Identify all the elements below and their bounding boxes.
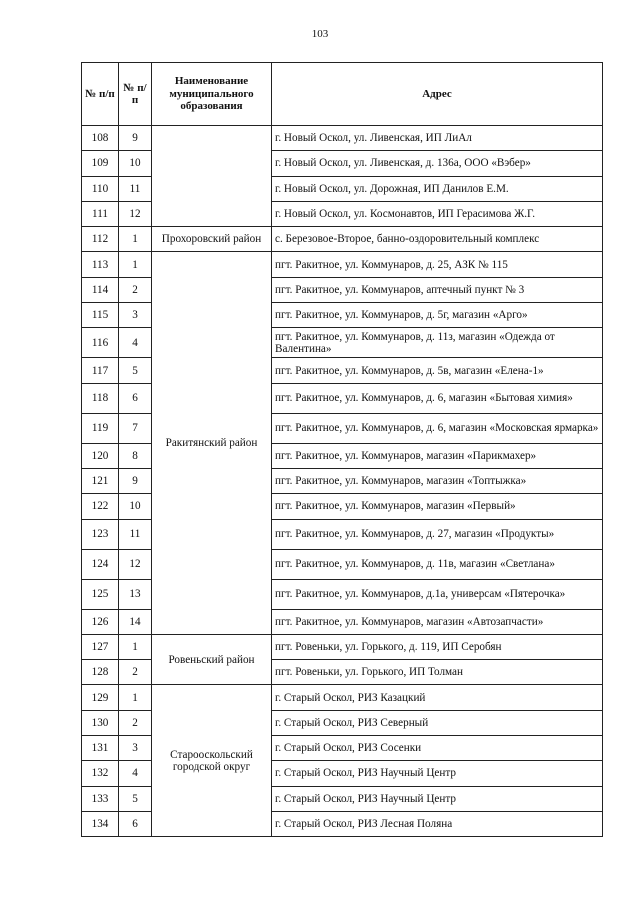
header-sub-number: № п/п [119,63,152,126]
row-sub-number: 12 [119,201,152,226]
row-sub-number: 4 [119,328,152,358]
row-number: 115 [82,303,119,328]
row-number: 128 [82,660,119,685]
table-body [82,126,603,837]
row-sub-number: 1 [119,634,152,659]
row-sub-number: 1 [119,252,152,277]
row-sub-number: 13 [119,579,152,609]
row-number: 119 [82,413,119,443]
row-address: пгт. Ракитное, ул. Коммунаров, д. 25, АЗК № 115 [272,252,603,277]
row-number: 122 [82,494,119,519]
table-row [82,634,603,659]
row-sub-number: 11 [119,519,152,549]
row-address: пгт. Ракитное, ул. Коммунаров, магазин «Первый» [272,494,603,519]
municipality-cell: Прохоровский район [152,227,272,252]
row-sub-number: 9 [119,126,152,151]
row-address: г. Новый Оскол, ул. Космонавтов, ИП Герасимова Ж.Г. [272,201,603,226]
row-sub-number: 11 [119,176,152,201]
row-address: пгт. Ракитное, ул. Коммунаров, д. 5г, магазин «Арго» [272,303,603,328]
row-address: г. Старый Оскол, РИЗ Научный Центр [272,786,603,811]
row-number: 117 [82,358,119,383]
row-sub-number: 9 [119,468,152,493]
row-sub-number: 1 [119,227,152,252]
row-address: пгт. Ровеньки, ул. Горького, д. 119, ИП Серобян [272,634,603,659]
row-number: 130 [82,710,119,735]
municipality-cell [152,126,272,227]
row-address: пгт. Ракитное, ул. Коммунаров, аптечный пункт № 3 [272,277,603,302]
row-sub-number: 1 [119,685,152,710]
municipality-cell: Старооскольский городской округ [152,685,272,837]
row-sub-number: 3 [119,303,152,328]
page-number: 103 [311,28,329,40]
table-row [82,685,603,710]
row-number: 123 [82,519,119,549]
row-number: 114 [82,277,119,302]
row-sub-number: 2 [119,660,152,685]
row-address: пгт. Ракитное, ул. Коммунаров, д. 11в, магазин «Светлана» [272,549,603,579]
register-table [81,62,603,837]
row-number: 113 [82,252,119,277]
row-number: 110 [82,176,119,201]
row-address: пгт. Ракитное, ул. Коммунаров, д. 6, магазин «Московская ярмарка» [272,413,603,443]
row-address: г. Старый Оскол, РИЗ Казацкий [272,685,603,710]
row-address: г. Новый Оскол, ул. Дорожная, ИП Данилов Е.М. [272,176,603,201]
table-row [82,126,603,151]
row-sub-number: 2 [119,710,152,735]
row-number: 120 [82,443,119,468]
row-address: г. Старый Оскол, РИЗ Научный Центр [272,761,603,786]
row-address: г. Старый Оскол, РИЗ Сосенки [272,736,603,761]
row-sub-number: 8 [119,443,152,468]
municipality-cell: Ракитянский район [152,252,272,634]
row-address: с. Березовое-Второе, банно-оздоровительный комплекс [272,227,603,252]
row-address: г. Старый Оскол, РИЗ Лесная Поляна [272,811,603,836]
row-number: 116 [82,328,119,358]
row-number: 125 [82,579,119,609]
table-row [82,227,603,252]
header-row [82,63,603,126]
header-municipality: Наименование муниципального образования [152,63,272,126]
row-number: 134 [82,811,119,836]
row-number: 129 [82,685,119,710]
row-number: 131 [82,736,119,761]
row-number: 126 [82,609,119,634]
row-sub-number: 5 [119,358,152,383]
row-sub-number: 7 [119,413,152,443]
table-row [82,252,603,277]
row-number: 109 [82,151,119,176]
row-address: пгт. Ракитное, ул. Коммунаров, д. 27, магазин «Продукты» [272,519,603,549]
row-address: пгт. Ракитное, ул. Коммунаров, д. 6, магазин «Бытовая химия» [272,383,603,413]
row-sub-number: 14 [119,609,152,634]
row-address: пгт. Ракитное, ул. Коммунаров, магазин «Автозапчасти» [272,609,603,634]
row-sub-number: 10 [119,494,152,519]
row-address: пгт. Ракитное, ул. Коммунаров, д.1а, универсам «Пятерочка» [272,579,603,609]
row-address: пгт. Ракитное, ул. Коммунаров, магазин «Парикмахер» [272,443,603,468]
row-sub-number: 6 [119,811,152,836]
row-address: г. Старый Оскол, РИЗ Северный [272,710,603,735]
row-number: 124 [82,549,119,579]
row-sub-number: 2 [119,277,152,302]
row-address: пгт. Ракитное, ул. Коммунаров, магазин «Топтыжка» [272,468,603,493]
row-sub-number: 12 [119,549,152,579]
row-number: 118 [82,383,119,413]
row-number: 127 [82,634,119,659]
header-number: № п/п [82,63,119,126]
row-address: пгт. Ровеньки, ул. Горького, ИП Толман [272,660,603,685]
row-sub-number: 3 [119,736,152,761]
row-sub-number: 10 [119,151,152,176]
row-sub-number: 6 [119,383,152,413]
header-address: Адрес [272,63,603,126]
row-sub-number: 4 [119,761,152,786]
row-number: 132 [82,761,119,786]
row-sub-number: 5 [119,786,152,811]
row-number: 133 [82,786,119,811]
row-number: 121 [82,468,119,493]
row-address: г. Новый Оскол, ул. Ливенская, д. 136а, ООО «Вэбер» [272,151,603,176]
row-number: 112 [82,227,119,252]
row-address: пгт. Ракитное, ул. Коммунаров, д. 11з, магазин «Одежда от Валентина» [272,328,603,358]
row-number: 108 [82,126,119,151]
row-address: г. Новый Оскол, ул. Ливенская, ИП ЛиАл [272,126,603,151]
row-address: пгт. Ракитное, ул. Коммунаров, д. 5в, магазин «Елена-1» [272,358,603,383]
row-number: 111 [82,201,119,226]
municipality-cell: Ровеньский район [152,634,272,685]
